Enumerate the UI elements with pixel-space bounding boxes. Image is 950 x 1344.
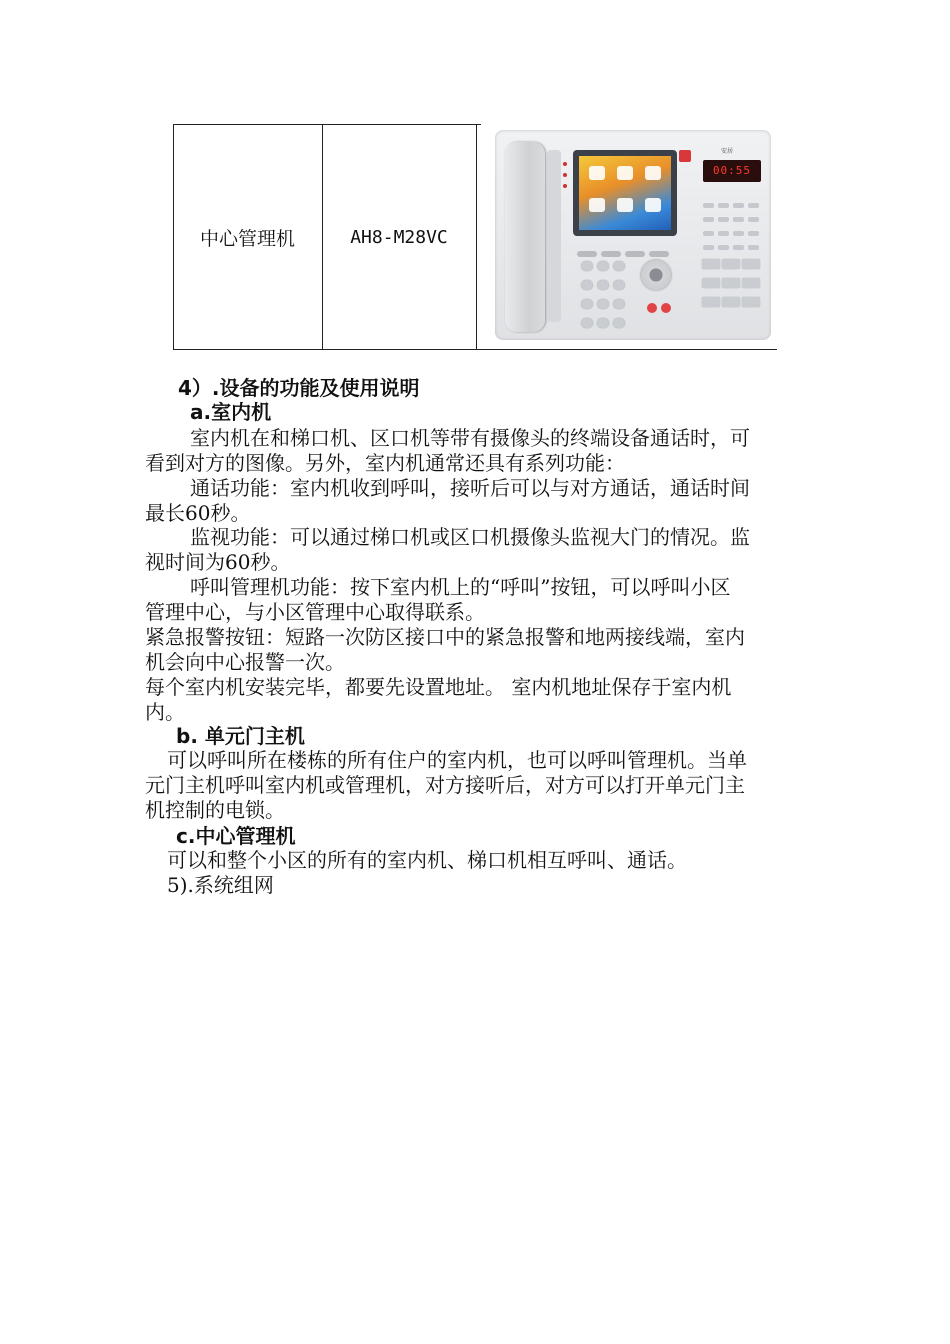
section-a-para6-line1: 每个室内机安装完毕，都要先设置地址。 室内机地址保存于室内机 (145, 675, 732, 699)
section-c-title: c.中心管理机 (176, 824, 296, 848)
section-a-title: a.室内机 (190, 400, 272, 424)
section-a-para5-line1: 紧急报警按钮：短路一次防区接口中的紧急报警和地两接线端，室内 (145, 625, 745, 649)
section-b-para-line1: 可以呼叫所在楼栋的所有住户的室内机，也可以呼叫管理机。当单 (167, 748, 747, 772)
section-a-para1-line2: 看到对方的图像。另外，室内机通常还具有系列功能： (145, 451, 625, 475)
call-keys (647, 298, 675, 317)
section-a-para6-line2: 内。 (145, 700, 185, 724)
section-b-para-line3: 机控制的电锁。 (145, 798, 285, 822)
section-a-para3-line2: 视时间为60秒。 (145, 550, 291, 574)
section-b-title: b. 单元门主机 (176, 724, 305, 748)
center-management-unit-image (495, 130, 771, 340)
function-buttons (701, 256, 763, 313)
heading-5: 5).系统组网 (167, 873, 274, 897)
device-right-panel (695, 146, 765, 326)
section-a-para2-line2: 最长60秒。 (145, 501, 251, 525)
section-a-para5-line2: 机会向中心报警一次。 (145, 650, 345, 674)
section-a-para4-line2: 管理中心，与小区管理中心取得联系。 (145, 600, 485, 624)
section-a-para1-line1: 室内机在和梯口机、区口机等带有摄像头的终端设备通话时，可 (190, 426, 750, 450)
section-b-para-line2: 元门主机呼叫室内机或管理机，对方接听后，对方可以打开单元门主 (145, 773, 745, 797)
heading-4: 4）.设备的功能及使用说明 (178, 376, 420, 400)
device-model-cell: AH8-M28VC (350, 226, 448, 248)
device-name-cell: 中心管理机 (199, 227, 295, 250)
brand-label: 安居 (721, 148, 734, 155)
section-a-para3-line1: 监视功能：可以通过梯口机或区口机摄像头监视大门的情况。监 (190, 525, 750, 549)
device-table (173, 124, 777, 350)
section-a-para2-line1: 通话功能：室内机收到呼叫，接听后可以与对方通话，通话时间 (190, 476, 750, 500)
numeric-keypad (579, 258, 639, 334)
section-a-para4-line1: 呼叫管理机功能：按下室内机上的“呼叫”按钮，可以呼叫小区 (190, 575, 731, 599)
section-c-para-line1: 可以和整个小区的所有的室内机、梯口机相互呼叫、通话。 (167, 848, 687, 872)
handset (505, 142, 545, 332)
device-image-cell (481, 124, 777, 350)
soft-keys (577, 242, 677, 252)
navigation-pad (641, 260, 671, 290)
segment-display: 00:55 (703, 160, 761, 182)
power-indicator (679, 150, 691, 162)
device-screen (573, 150, 677, 236)
indicator-leds (563, 162, 567, 202)
